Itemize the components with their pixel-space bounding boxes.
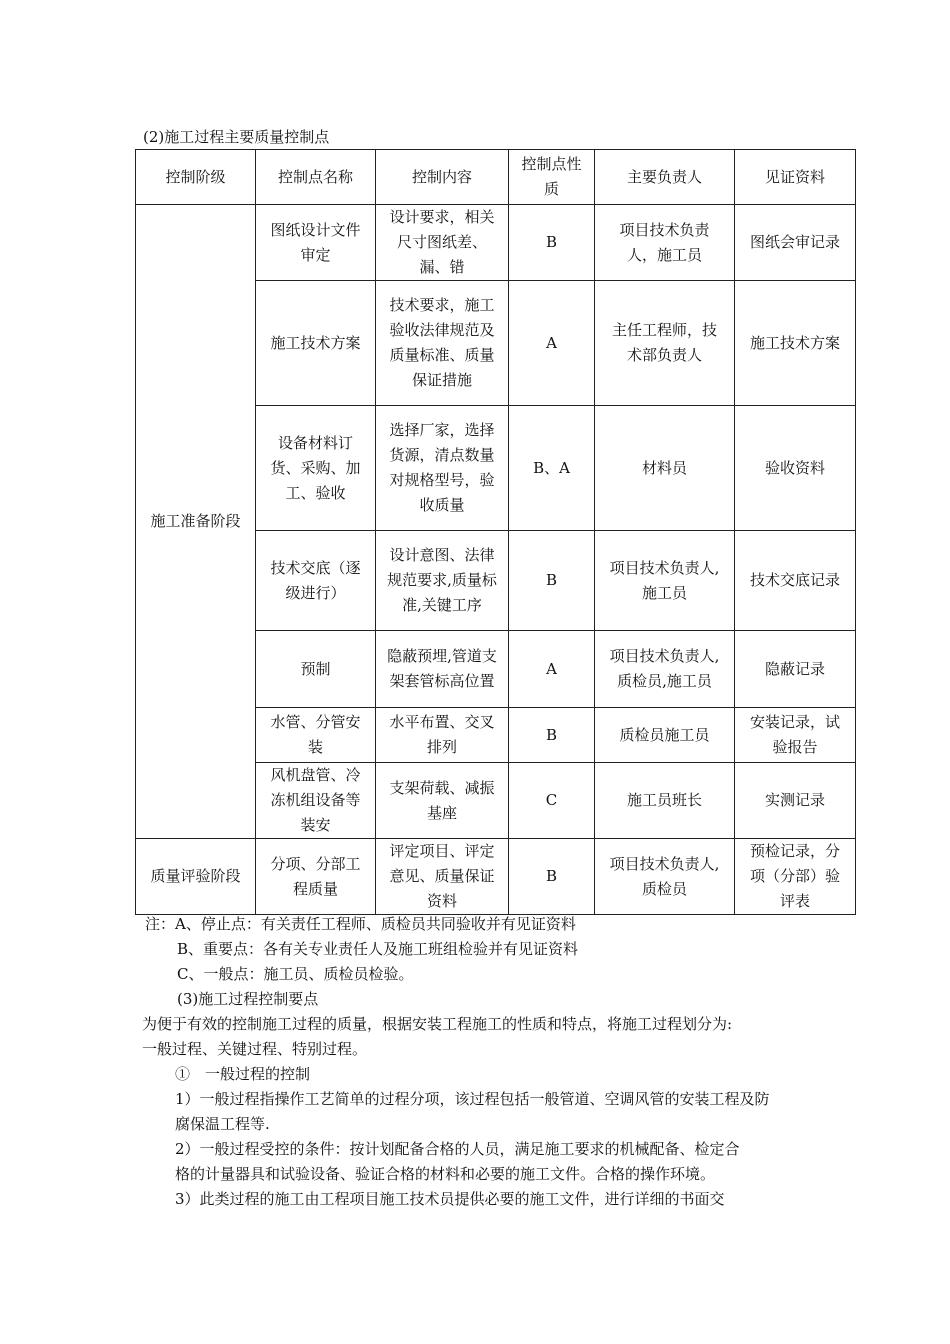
cell-content: 技术要求，施工验收法律规范及质量标准、质量保证措施 <box>376 281 509 406</box>
subsection-heading: ① 一般过程的控制 <box>175 1065 311 1083</box>
cell-content: 隐蔽预埋,管道支架套管标高位置 <box>376 631 509 708</box>
cell-name: 设备材料订货、采购、加工、验收 <box>256 406 376 531</box>
section-title: (2)施工过程主要质量控制点 <box>143 128 330 146</box>
header-person: 主要负责人 <box>595 150 735 205</box>
cell-name: 图纸设计文件审定 <box>256 205 376 281</box>
note-line: C、一般点：施工员、质检员检验。 <box>177 965 414 983</box>
cell-evidence: 隐蔽记录 <box>735 631 856 708</box>
cell-content: 支架荷载、减振基座 <box>376 763 509 839</box>
cell-name: 预制 <box>256 631 376 708</box>
cell-nature: A <box>509 281 595 406</box>
cell-evidence: 验收资料 <box>735 406 856 531</box>
table-header-row <box>136 150 856 205</box>
note-line: 注：A、停止点：有关责任工程师、质检员共同验收并有见证资料 <box>145 915 576 933</box>
cell-nature: A <box>509 631 595 708</box>
cell-person: 主任工程师，技术部负责人 <box>595 281 735 406</box>
cell-content: 选择厂家，选择货源，清点数量对规格型号，验收质量 <box>376 406 509 531</box>
subsection-heading: (3)施工过程控制要点 <box>177 990 319 1008</box>
stage-prep-cell: 施工准备阶段 <box>136 205 256 839</box>
header-content: 控制内容 <box>376 150 509 205</box>
note-line: B、重要点：各有关专业责任人及施工班组检验并有见证资料 <box>177 940 579 958</box>
cell-name: 水管、分管安装 <box>256 708 376 763</box>
cell-evidence: 预检记录，分项（分部）验评表 <box>735 839 856 915</box>
header-nature: 控制点性质 <box>509 150 595 205</box>
cell-content: 设计要求，相关尺寸图纸差、漏、错 <box>376 205 509 281</box>
cell-evidence: 安装记录，试验报告 <box>735 708 856 763</box>
header-evidence: 见证资料 <box>735 150 856 205</box>
cell-person: 材料员 <box>595 406 735 531</box>
cell-nature: B <box>509 708 595 763</box>
cell-person: 施工员班长 <box>595 763 735 839</box>
paragraph-line: 2）一般过程受控的条件：按计划配备合格的人员，满足施工要求的机械配备、检定合 <box>175 1140 740 1158</box>
table-row <box>136 205 856 281</box>
cell-person: 项目技术负责人,质检员 <box>595 839 735 915</box>
cell-person: 项目技术负责人,施工员 <box>595 531 735 631</box>
cell-person: 质检员施工员 <box>595 708 735 763</box>
table-row <box>136 839 856 915</box>
paragraph-line: 格的计量器具和试验设备、验证合格的材料和必要的施工文件。合格的操作环境。 <box>175 1165 716 1183</box>
cell-name: 技术交底（逐级进行） <box>256 531 376 631</box>
cell-nature: B <box>509 205 595 281</box>
paragraph-line: 3）此类过程的施工由工程项目施工技术员提供必要的施工文件，进行详细的书面交 <box>175 1190 725 1208</box>
cell-evidence: 施工技术方案 <box>735 281 856 406</box>
paragraph-line: 一般过程、关键过程、特别过程。 <box>142 1040 368 1058</box>
paragraph-line: 1）一般过程指操作工艺简单的过程分项，该过程包括一般管道、空调风管的安装工程及防 <box>175 1090 770 1108</box>
paragraph-line: 腐保温工程等. <box>175 1115 270 1133</box>
cell-nature: B、A <box>509 406 595 531</box>
cell-name: 风机盘管、冷冻机组设备等装安 <box>256 763 376 839</box>
notes-section <box>142 912 825 1212</box>
cell-evidence: 技术交底记录 <box>735 531 856 631</box>
header-point-name: 控制点名称 <box>256 150 376 205</box>
cell-evidence: 图纸会审记录 <box>735 205 856 281</box>
cell-evidence: 实测记录 <box>735 763 856 839</box>
cell-nature: B <box>509 531 595 631</box>
stage-eval-cell: 质量评验阶段 <box>136 839 256 915</box>
quality-control-table <box>135 149 856 915</box>
header-stage: 控制阶级 <box>136 150 256 205</box>
cell-content: 水平布置、交叉排列 <box>376 708 509 763</box>
cell-person: 项目技术负责人,质检员,施工员 <box>595 631 735 708</box>
cell-content: 设计意图、法律规范要求,质量标准,关键工序 <box>376 531 509 631</box>
cell-nature: C <box>509 763 595 839</box>
cell-content: 评定项目、评定意见、质量保证资料 <box>376 839 509 915</box>
cell-person: 项目技术负责人，施工员 <box>595 205 735 281</box>
cell-name: 施工技术方案 <box>256 281 376 406</box>
paragraph-line: 为便于有效的控制施工过程的质量，根据安装工程施工的性质和特点，将施工过程划分为: <box>142 1015 733 1033</box>
cell-nature: B <box>509 839 595 915</box>
cell-name: 分项、分部工程质量 <box>256 839 376 915</box>
